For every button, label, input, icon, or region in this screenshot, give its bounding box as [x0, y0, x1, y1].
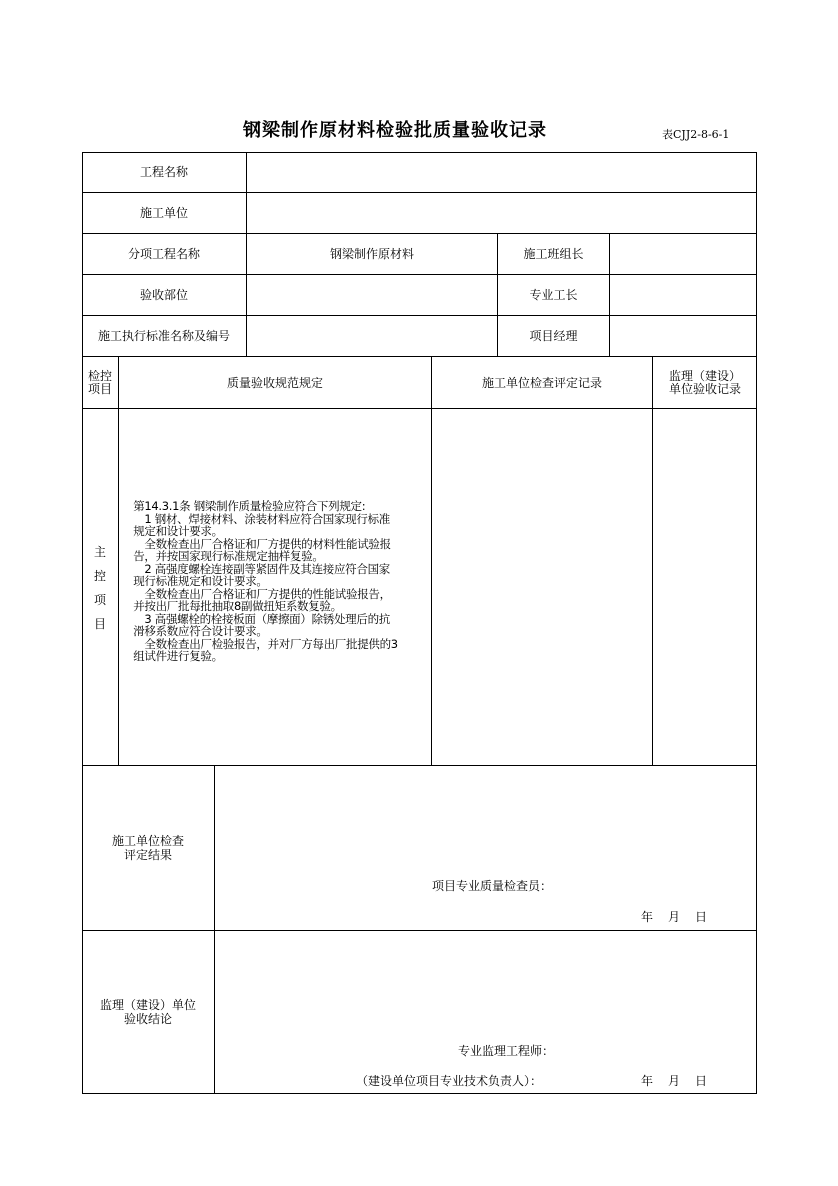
- form-code: 表CJJ2-8-6-1: [662, 128, 730, 141]
- foreman-label: 专业工长: [529, 288, 578, 302]
- project-manager-value[interactable]: [610, 316, 757, 356]
- form-title: 钢梁制作原材料检验批质量验收记录: [243, 120, 547, 141]
- date-month: 月: [668, 1074, 681, 1088]
- inspection-part-value[interactable]: [247, 275, 497, 315]
- main-control-item-label: [84, 540, 116, 636]
- contractor-result-label-line1: 施工单位检查: [111, 834, 184, 848]
- main-item-char: 项: [93, 593, 106, 607]
- contractor-result-label: [82, 766, 214, 930]
- spec-line: 全数检查出厂检验报告，并对厂方每出厂批提供的3: [122, 636, 398, 651]
- date-day: 日: [695, 910, 708, 924]
- spec-line: 并按出厂批每批抽取8副做扭矩系数复验。: [122, 599, 342, 613]
- contractor-label: 施工单位: [139, 206, 188, 220]
- main-item-char: 主: [93, 545, 106, 559]
- spec-text: [122, 500, 430, 663]
- contractor-record-cell[interactable]: [432, 409, 652, 765]
- supervising-engineer-label: 专业监理工程师：: [458, 1044, 555, 1058]
- team-leader-label: 施工班组长: [523, 247, 584, 261]
- owner-technical-lead-label: （建设单位项目专业技术负责人）：: [356, 1074, 543, 1088]
- spec-line: 2 高强度螺栓连接副等紧固件及其连接应符合国家: [122, 561, 390, 576]
- spec-line: 1 钢材、焊接材料、涂装材料应符合国家现行标准: [122, 511, 390, 526]
- foreman-value[interactable]: [610, 275, 757, 315]
- contractor-record-header: 施工单位检查评定记录: [481, 375, 602, 390]
- project-name-label: 工程名称: [139, 165, 188, 179]
- supervisor-conclusion-label-line1: 监理（建设）单位: [99, 998, 196, 1012]
- control-item-header: [82, 357, 118, 408]
- date-day: 日: [695, 1074, 708, 1088]
- spec-line: 第14.3.1条 钢梁制作质量检验应符合下列规定:: [122, 499, 366, 513]
- project-manager-label: 项目经理: [529, 329, 578, 343]
- main-item-char: 目: [93, 617, 106, 631]
- supervisor-conclusion-label: [82, 931, 214, 1093]
- contractor-value[interactable]: [247, 193, 757, 233]
- spec-line: 全数检查出厂合格证和厂方提供的材料性能试验报: [122, 536, 391, 551]
- spec-line: 告，并按国家现行标准规定抽样复验。: [122, 549, 324, 563]
- control-item-header-line2: 项目: [87, 381, 112, 396]
- supervisor-header-line1: 监理（建设）: [668, 368, 741, 383]
- main-item-char: 控: [93, 569, 106, 583]
- sub-project-value[interactable]: 钢梁制作原材料: [329, 247, 414, 261]
- date-year: 年: [641, 910, 654, 924]
- supervisor-header-line2: 单位验收记录: [668, 381, 741, 396]
- contractor-result-label-line2: 评定结果: [123, 848, 172, 862]
- spec-line: 全数检查出厂合格证和厂方提供的性能试验报告，: [122, 586, 391, 601]
- date-year: 年: [641, 1074, 654, 1088]
- spec-line: 现行标准规定和设计要求。: [122, 574, 268, 588]
- standard-value[interactable]: [247, 316, 497, 356]
- project-name-value[interactable]: [247, 152, 757, 192]
- spec-line: 组试件进行复验。: [122, 649, 223, 663]
- date-month: 月: [668, 910, 681, 924]
- inspection-part-label: 验收部位: [139, 288, 188, 302]
- team-leader-value[interactable]: [610, 234, 757, 274]
- supervisor-conclusion-label-line2: 验收结论: [123, 1012, 172, 1026]
- control-item-header-line1: 检控: [87, 368, 112, 383]
- spec-header: 质量验收规范规定: [226, 375, 323, 390]
- spec-line: 滑移系数应符合设计要求。: [122, 624, 268, 638]
- sub-project-label: 分项工程名称: [127, 247, 200, 261]
- quality-inspector-label: 项目专业质量检查员：: [432, 879, 553, 893]
- spec-line: 3 高强螺栓的栓接板面（摩擦面）除锈处理后的抗: [122, 611, 390, 626]
- standard-label: 施工执行标准名称及编号: [97, 329, 230, 343]
- spec-line: 规定和设计要求。: [122, 524, 223, 538]
- supervisor-record-cell[interactable]: [653, 409, 757, 765]
- supervisor-record-header: [653, 357, 757, 408]
